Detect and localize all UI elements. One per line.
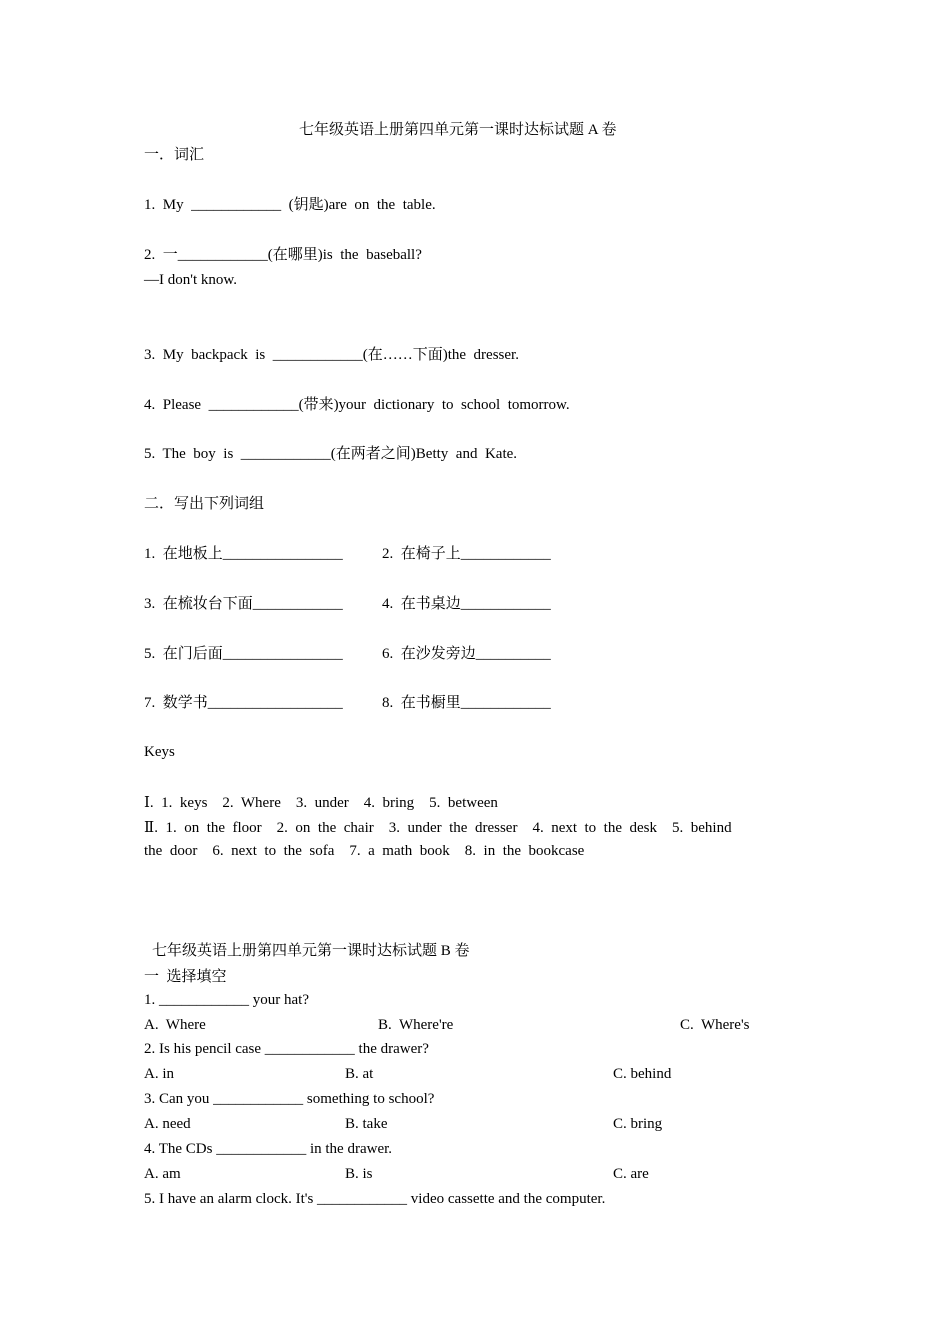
phrase-item: 5. 在门后面________________ (144, 646, 343, 662)
keys-heading: Keys (144, 744, 175, 760)
mc-option-a: A. am (144, 1166, 181, 1182)
phrase-item: 7. 数学书__________________ (144, 695, 343, 711)
mc-option-b: B. is (345, 1166, 373, 1182)
vocab-question-4: 4. Please ____________(带来)your dictionary to school tomorrow. (144, 397, 570, 413)
mc-option-a: A. need (144, 1116, 191, 1132)
mc-option-a: A. Where (144, 1017, 206, 1033)
vocab-question-3: 3. My backpack is ____________(在……下面)the dresser. (144, 347, 519, 363)
mc-option-c: C. Where's (680, 1017, 750, 1033)
mc-option-b: B. Where're (378, 1017, 454, 1033)
phrase-item: 2. 在椅子上____________ (382, 546, 551, 562)
paper-b-heading: 一 选择填空 (144, 969, 227, 985)
section-1-heading: 一．词汇 (144, 147, 205, 163)
paper-a-title: 七年级英语上册第四单元第一课时达标试题 A 卷 (299, 122, 617, 138)
mc-option-c: C. behind (613, 1066, 672, 1082)
phrase-item: 8. 在书橱里____________ (382, 695, 551, 711)
keys-line-3: the door 6. next to the sofa 7. a math book 8. in the bookcase (144, 843, 585, 859)
keys-line-1: Ⅰ. 1. keys 2. Where 3. under 4. bring 5. between (144, 795, 498, 811)
vocab-question-2: 2. 一____________(在哪里)is the baseball? (144, 247, 422, 263)
phrase-item: 4. 在书桌边____________ (382, 596, 551, 612)
mc-option-b: B. take (345, 1116, 388, 1132)
mc-question-1: 1. ____________ your hat? (144, 992, 309, 1008)
phrase-item: 1. 在地板上________________ (144, 546, 343, 562)
vocab-question-2-answer: —I don't know. (144, 272, 237, 288)
mc-question-2: 2. Is his pencil case ____________ the drawer? (144, 1041, 429, 1057)
phrase-item: 3. 在梳妆台下面____________ (144, 596, 343, 612)
keys-line-2: Ⅱ. 1. on the floor 2. on the chair 3. under the dresser 4. next to the desk 5. behind (144, 820, 732, 836)
vocab-question-5: 5. The boy is ____________(在两者之间)Betty and Kate. (144, 446, 518, 462)
mc-question-4: 4. The CDs ____________ in the drawer. (144, 1141, 393, 1157)
mc-question-3: 3. Can you ____________ something to school? (144, 1091, 435, 1107)
vocab-question-1: 1. My ____________ (钥匙)are on the table. (144, 197, 436, 213)
mc-option-a: A. in (144, 1066, 174, 1082)
mc-option-c: C. are (613, 1166, 649, 1182)
mc-option-b: B. at (345, 1066, 374, 1082)
mc-option-c: C. bring (613, 1116, 663, 1132)
paper-b-title: 七年级英语上册第四单元第一课时达标试题 B 卷 (152, 943, 470, 959)
phrase-item: 6. 在沙发旁边__________ (382, 646, 551, 662)
mc-question-5: 5. I have an alarm clock. It's ____________ video cassette and the computer. (144, 1191, 606, 1207)
section-2-heading: 二．写出下列词组 (144, 496, 265, 512)
